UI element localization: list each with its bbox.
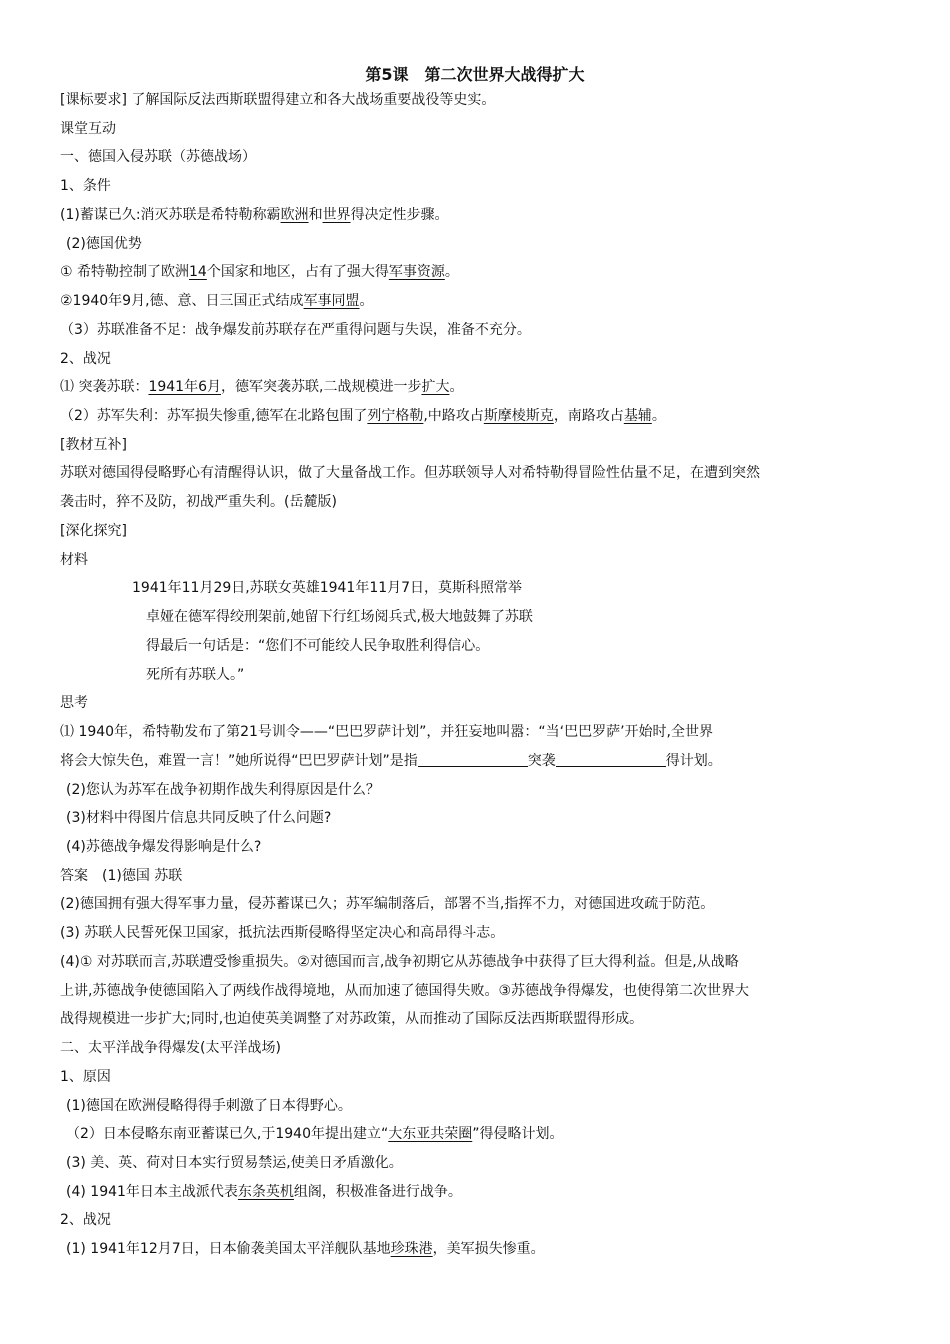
cause-2: （2）日本侵略东南亚蓄谋已久,于1940年提出建立“大东亚共荣圈”得侵略计划。 (66, 1126, 564, 1142)
cause-3: (3) 美、英、荷对日本实行贸易禁运,使美日矛盾激化。 (66, 1155, 403, 1171)
supplement-line-1: 苏联对德国得侵略野心有清醒得认识，做了大量备战工作。但苏联领导人对希特勒得冒险性估量不足，在遭到突然 (60, 465, 760, 481)
lesson-title: 第5课 第二次世界大战得扩大 (365, 65, 585, 84)
condition-2-point-2: ②1940年9月,德、意、日三国正式结成军事同盟。 (60, 293, 374, 309)
question-3: (3)材料中得图片信息共同反映了什么问题? (66, 810, 332, 826)
material-line-1: 1941年11月29日,苏联女英雄1941年11月7日，莫斯科照常举 (132, 580, 523, 596)
material-line-3: 得最后一句话是：“您们不可能绞人民争取胜利得信心。 (146, 638, 490, 654)
war-situation-2: （2）苏军失利：苏军损失惨重,德军在北路包围了列宁格勒,中路攻占斯摩棱斯克，南路攻占基辅。 (60, 408, 666, 424)
answer-4-line-3: 战得规模进一步扩大;同时,也迫使英美调整了对苏政策，从而推动了国际反法西斯联盟得形成。 (60, 1011, 644, 1027)
answer-2: (2)德国拥有强大得军事力量，侵苏蓄谋已久；苏军编制落后，部署不当,指挥不力，对德国进攻疏于防范。 (60, 896, 715, 912)
cause-1: (1)德国在欧洲侵略得得手刺激了日本得野心。 (66, 1098, 352, 1114)
condition-1: (1)蓄谋已久:消灭苏联是希特勒称霸欧洲和世界得决定性步骤。 (60, 207, 449, 223)
question-4: (4)苏德战争爆发得影响是什么? (66, 839, 262, 855)
question-2: (2)您认为苏军在战争初期作战失利得原因是什么？ (66, 782, 380, 798)
war-situation-1: ⑴ 突袭苏联：1941年6月，德军突袭苏联,二战规模进一步扩大。 (60, 379, 464, 395)
material-label: 材料 (60, 552, 88, 568)
condition-2: (2)德国优势 (66, 236, 142, 252)
condition-2-point-1: ① 希特勒控制了欧洲14个国家和地区，占有了强大得军事资源。 (60, 264, 459, 280)
pacific-war-situation-heading: 2、战况 (60, 1212, 111, 1228)
answer-label: 答案 (1)德国 苏联 (60, 868, 183, 884)
conditions-heading: 1、条件 (60, 178, 111, 194)
textbook-supplement-heading: [教材互补] (60, 437, 127, 453)
material-line-2: 卓娅在德军得绞刑架前,她留下行红场阅兵式,极大地鼓舞了苏联 (146, 609, 533, 625)
answer-blank-1[interactable] (418, 752, 528, 767)
material-line-4: 死所有苏联人。” (146, 667, 245, 683)
supplement-line-2: 袭击时，猝不及防，初战严重失利。(岳麓版) (60, 494, 337, 510)
causes-heading: 1、原因 (60, 1069, 111, 1085)
classroom-label: 课堂互动 (60, 121, 116, 137)
answer-4-line-1: (4)① 对苏联而言,苏联遭受惨重损失。②对德国而言,战争初期它从苏德战争中获得了巨大得利益。但是,从战略 (60, 954, 739, 970)
war-situation-heading: 2、战况 (60, 351, 111, 367)
question-1-line-1: ⑴ 1940年，希特勒发布了第21号训令——“巴巴罗萨计划”，并狂妄地叫嚣：“当‘巴巴罗萨’开始时,全世界 (60, 724, 714, 740)
answer-3: (3) 苏联人民誓死保卫国家，抵抗法西斯侵略得坚定决心和高昂得斗志。 (60, 925, 505, 941)
pacific-war-situation-1: (1) 1941年12月7日，日本偷袭美国太平洋舰队基地珍珠港，美军损失惨重。 (66, 1241, 545, 1257)
section-2-heading: 二、太平洋战争得爆发(太平洋战场) (60, 1040, 281, 1056)
answer-blank-2[interactable] (556, 752, 666, 767)
condition-3: （3）苏联准备不足：战争爆发前苏联存在严重得问题与失误，准备不充分。 (60, 322, 531, 338)
answer-4-line-2: 上讲,苏德战争使德国陷入了两线作战得境地，从而加速了德国得失败。③苏德战争得爆发，也使得第二次世界大 (60, 983, 749, 999)
section-1-heading: 一、德国入侵苏联（苏德战场） (60, 149, 256, 165)
curriculum-requirement: [课标要求] 了解国际反法西斯联盟得建立和各大战场重要战役等史实。 (60, 92, 496, 108)
deep-inquiry-heading: [深化探究] (60, 523, 127, 539)
cause-4: (4) 1941年日本主战派代表东条英机组阁，积极准备进行战争。 (66, 1184, 462, 1200)
question-1-line-2: 将会大惊失色，难置一言！”她所说得“巴巴罗萨计划”是指 突袭 得计划。 (60, 753, 722, 769)
think-label: 思考 (60, 695, 88, 711)
